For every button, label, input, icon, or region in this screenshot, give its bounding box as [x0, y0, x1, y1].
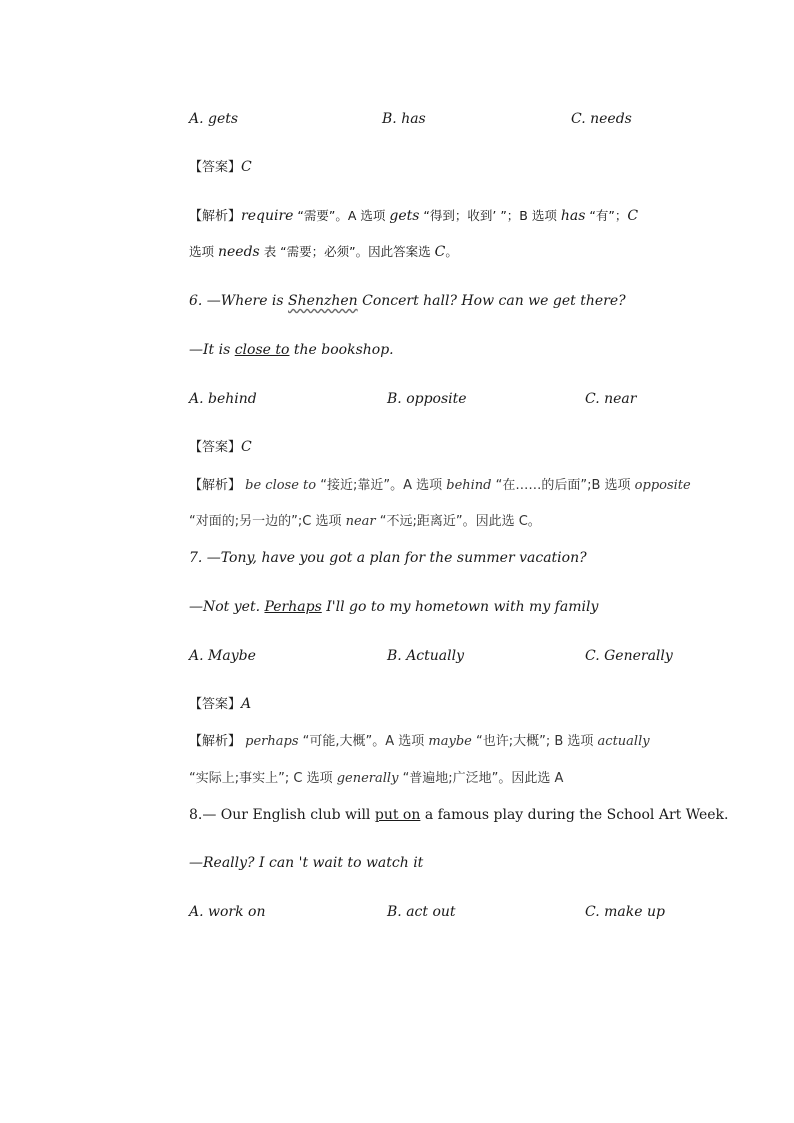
analysis-text: “需要”。A 选项: [293, 208, 390, 223]
answer-tag: 【答案】: [189, 440, 242, 455]
analysis-text: “也许;大概”; B 选项: [471, 734, 598, 749]
analysis-text: needs: [217, 244, 260, 260]
q5-option-a: A. gets: [189, 111, 239, 127]
answer-value: A: [241, 696, 252, 712]
question-text: Concert hall? How can we get there?: [357, 293, 626, 309]
analysis-text: “对面的;另一边的”;C 选项: [189, 514, 346, 529]
q6-response: [189, 340, 689, 360]
analysis-tag: 【解析】: [189, 209, 242, 224]
question-text: 6. —Where is: [189, 293, 289, 309]
q8-option-c: C. make up: [585, 904, 665, 920]
q7-question: 7. —Tony, have you got a plan for the summer vacation?: [189, 550, 587, 566]
analysis-text: behind: [446, 478, 492, 493]
answer-value: C: [241, 159, 252, 175]
response-text: —It is: [189, 342, 235, 358]
analysis-text: C: [627, 208, 639, 224]
analysis-text: 选项: [189, 244, 218, 259]
q6-option-c: C. near: [585, 391, 637, 407]
underlined-phrase: Perhaps: [264, 599, 322, 615]
underlined-phrase: put on: [374, 807, 421, 823]
q7-response: [189, 597, 689, 617]
response-text: —Not yet.: [189, 599, 265, 615]
answer-tag: 【答案】: [189, 697, 242, 712]
analysis-text: 表 “需要；必须”。因此答案选: [259, 244, 435, 259]
analysis-text: be close to: [241, 478, 317, 493]
analysis-text: C: [434, 244, 446, 260]
analysis-text: perhaps: [241, 734, 299, 749]
q7-option-b: B. Actually: [387, 648, 464, 664]
analysis-text: “可能,大概”。A 选项: [298, 734, 429, 749]
q5-option-b: B. has: [382, 111, 426, 127]
q8-option-b: B. act out: [387, 904, 456, 920]
analysis-text: maybe: [428, 734, 472, 749]
q7-option-c: C. Generally: [585, 648, 673, 664]
analysis-text: require: [241, 208, 294, 224]
analysis-text: “普遍地;广泛地”。因此选 A: [398, 771, 564, 786]
q6-question: [189, 291, 689, 311]
q7-option-a: A. Maybe: [189, 648, 256, 664]
underlined-phrase: close to: [234, 342, 290, 358]
analysis-text: “有”；: [585, 208, 628, 223]
q6-option-b: B. opposite: [387, 391, 467, 407]
q8-response: —Really? I can 't wait to watch it: [189, 855, 424, 871]
q5-analysis-line-2: [189, 242, 689, 262]
analysis-text: “接近;靠近”。A 选项: [316, 478, 447, 493]
q7-answer: [189, 694, 689, 715]
q7-analysis-line-2: [189, 768, 689, 789]
analysis-text: actually: [597, 734, 650, 749]
q5-option-c: C. needs: [571, 111, 632, 127]
question-text: a famous play during the School Art Week.: [420, 807, 729, 823]
spellcheck-word: Shenzhen: [288, 293, 358, 309]
analysis-text: 。: [445, 244, 458, 259]
analysis-tag: 【解析】: [189, 478, 242, 493]
analysis-text: generally: [336, 771, 399, 786]
q8-option-a: A. work on: [189, 904, 266, 920]
q6-option-a: A. behind: [189, 391, 257, 407]
analysis-text: has: [560, 208, 586, 224]
analysis-text: “不远;距离近”。因此选 C。: [375, 514, 541, 529]
q5-analysis-line-1: [189, 206, 689, 227]
analysis-text: opposite: [634, 478, 691, 493]
q6-analysis-line-1: [189, 475, 689, 496]
analysis-text: near: [345, 514, 376, 529]
q6-answer: [189, 437, 689, 458]
analysis-text: “实际上;事实上”; C 选项: [189, 771, 337, 786]
q7-analysis-line-1: [189, 731, 689, 752]
question-text: 8.— Our English club will: [189, 807, 375, 823]
q6-analysis-line-2: [189, 511, 689, 532]
analysis-tag: 【解析】: [189, 734, 242, 749]
response-text: I'll go to my hometown with my family: [321, 599, 599, 615]
q8-question: [189, 805, 729, 825]
analysis-text: gets: [389, 208, 420, 224]
analysis-text: “在……的后面”;B 选项: [491, 478, 635, 493]
q5-answer: [189, 157, 689, 178]
answer-value: C: [241, 439, 252, 455]
response-text: the bookshop.: [289, 342, 394, 358]
answer-tag: 【答案】: [189, 160, 242, 175]
analysis-text: “得到；收到’ ”；B 选项: [419, 208, 561, 223]
